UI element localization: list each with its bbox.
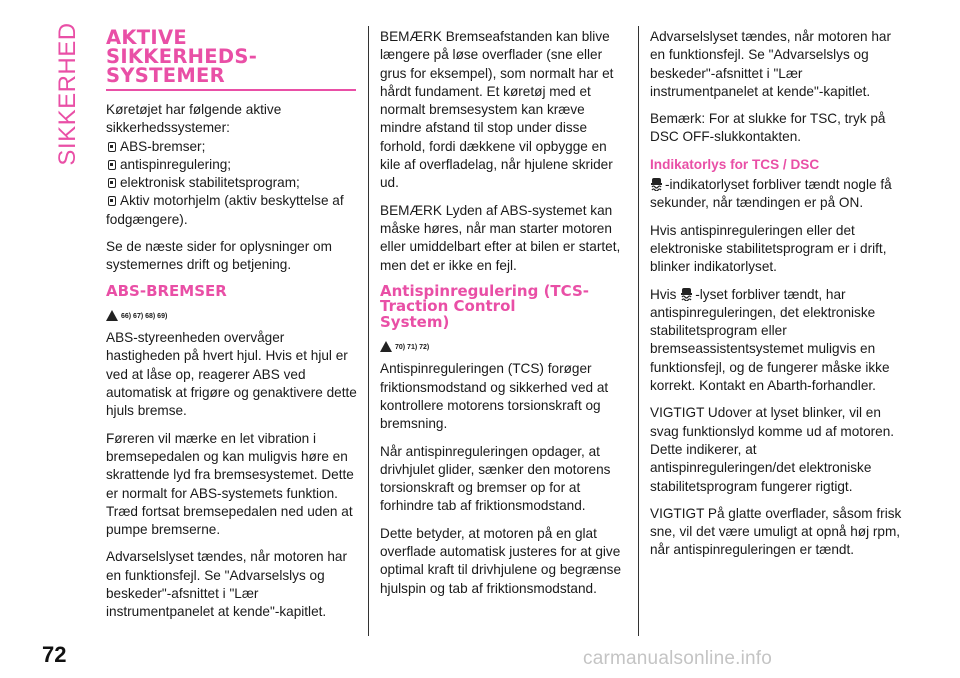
watermark: carmanualsonline.info [583, 648, 773, 669]
section-side-tab [56, 24, 80, 164]
warning-triangle-icon [380, 341, 392, 352]
tcs-section-title [380, 281, 630, 331]
list-item-text: Aktiv motorhjelm (aktiv beskyttelse af fodgængere). [106, 193, 344, 227]
tcs-skid-indicator-icon [680, 287, 693, 301]
abs-warning-refs [106, 305, 358, 321]
indicator-paragraph-1-text: -indikatorlyset forbliver tændt nogle få sekunder, når tændingen er på ON. [650, 177, 892, 211]
indicator-paragraph-3 [650, 286, 905, 396]
list-item [106, 192, 358, 229]
column-divider [638, 26, 639, 636]
bullet-marker-icon [108, 178, 116, 188]
tsc-off-note: Bemærk: For at slukke for TSC, tryk på DSC OFF-slukkontakten. [650, 111, 886, 145]
main-title [106, 28, 356, 91]
list-item-text: elektronisk stabilitetsprogram; [120, 175, 300, 191]
important-paragraph-2: VIGTIGT På glatte overflader, såsom frisk sne, vil det være umuligt at opnå høj rpm, når antispinreguleringen er tændt. [650, 505, 902, 558]
see-next-paragraph: Se de næste sider for oplysninger om systemernes drift og betjening. [106, 239, 332, 273]
abs-section-title [106, 281, 358, 300]
abs-paragraph-2: Føreren vil mærke en let vibration i bremsepedalen og kan muligvis høre en skrattende lyd fra bremsesystemet. Dette er normalt for ABS-systemets funktion. Træd fortsat bremsepedalen ned uden at pumpe bremserne. [106, 430, 354, 538]
column-3 [650, 28, 905, 569]
note-paragraph-1: BEMÆRK Bremseafstanden kan blive længere på løse overflader (sne eller grus for eksempel), som normalt har et hårdt fundament. Et køretøj med et normalt bremsesystem kan kræve mindre afstand til stop under disse forhold, fordi dækkene vil opbygge en kile af overfladelag, når hjulene skrider ud. [380, 29, 614, 191]
bullet-marker-icon [108, 196, 116, 206]
abs-section-title-text: ABS-BREMSER [106, 281, 227, 300]
systems-list [106, 138, 358, 229]
column-2 [380, 28, 630, 607]
warning-triangle-icon [106, 310, 118, 321]
main-title-line: AKTIVE [106, 26, 187, 49]
note-paragraph-2: BEMÆRK Lyden af ABS-systemet kan måske høres, når man starter motoren eller umiddelbart efter at bilen er startet, men det er ikke en fejl. [380, 202, 621, 273]
tcs-title-line: Traction Control [380, 297, 516, 316]
main-title-line: SIKKERHEDS- [106, 45, 258, 68]
page-number: 72 [42, 642, 67, 667]
tcs-skid-indicator-icon [650, 177, 663, 191]
column-1 [106, 28, 358, 631]
abs-paragraph-1: ABS-styreenheden overvåger hastigheden på hvert hjul. Hvis et hjul er ved at låse op, reagerer ABS ved automatisk at frigøre og genaktivere dette hjuls bremse. [106, 330, 357, 419]
tcs-title-line: Antispinregulering (TCS- [380, 281, 589, 300]
column-divider [368, 26, 369, 636]
indicator-paragraph-3-prefix: Hvis [650, 286, 677, 302]
tcs-paragraph-3: Dette betyder, at motoren på en glat overflade automatisk justeres for at give optimal kraft til drivhjulene og begrænse hjulspin og tab af friktionsmodstand. [380, 525, 622, 596]
main-title-line: SYSTEMER [106, 64, 225, 87]
tcs-paragraph-2: Når antispinreguleringen opdager, at drivhjulet glider, sænker den motorens torsionskraft og bremser op for at forhindre tab af friktionsmodstand. [380, 443, 611, 514]
abs-refs-text: 66) 67) 68) 69) [121, 313, 168, 321]
list-item [106, 174, 358, 192]
section-side-tab-label: SIKKERHED [54, 22, 81, 166]
tcs-paragraph-1: Antispinreguleringen (TCS) forøger friktionsmodstand og sikkerhed ved at kontrollere motorens torsionskraft og bremsning. [380, 361, 609, 432]
list-item [106, 138, 358, 156]
indicator-paragraph-1 [650, 176, 905, 213]
indicator-paragraph-2: Hvis antispinreguleringen eller det elektroniske stabilitetsprogram er i drift, blinker indikatorlyset. [650, 222, 887, 275]
important-paragraph-1: VIGTIGT Udover at lyset blinker, vil en svag funktionslyd komme ud af motoren. Dette indikerer, at antispinreguleringen/det elektroniske stabilitetsprogram fungerer rigtigt. [650, 405, 895, 494]
tcs-warning-refs [380, 336, 630, 352]
abs-paragraph-3: Advarselslyset tændes, når motoren har en funktionsfejl. Se "Advarselslys og beskeder"-afsnittet i "Lær instrumentpanelet at kende"-kapitlet. [106, 549, 348, 620]
tcs-title-line: System) [380, 312, 450, 331]
indicator-heading: Indikatorlys for TCS / DSC [650, 156, 820, 172]
bullet-marker-icon [108, 142, 116, 152]
warning-light-paragraph: Advarselslyset tændes, når motoren har en funktionsfejl. Se "Advarselslys og beskeder"-afsnittet i "Lær instrumentpanelet at kende"-kapitlet. [650, 29, 892, 99]
list-item-text: ABS-bremser; [120, 138, 206, 154]
intro-paragraph: Køretøjet har følgende aktive sikkerhedssystemer: [106, 102, 282, 136]
list-item [106, 156, 358, 174]
list-item-text: antispinregulering; [120, 156, 232, 172]
bullet-marker-icon [108, 160, 116, 170]
tcs-refs-text: 70) 71) 72) [395, 344, 430, 352]
indicator-paragraph-3-text: -lyset forbliver tændt, har antispinreguleringen, det elektroniske stabilitetsprogram eller bremseassistentsystemet muligvis en funktionsfejl, og de fungerer måske ikke korrekt. Kontakt en Abarth-forhandler. [650, 286, 890, 394]
